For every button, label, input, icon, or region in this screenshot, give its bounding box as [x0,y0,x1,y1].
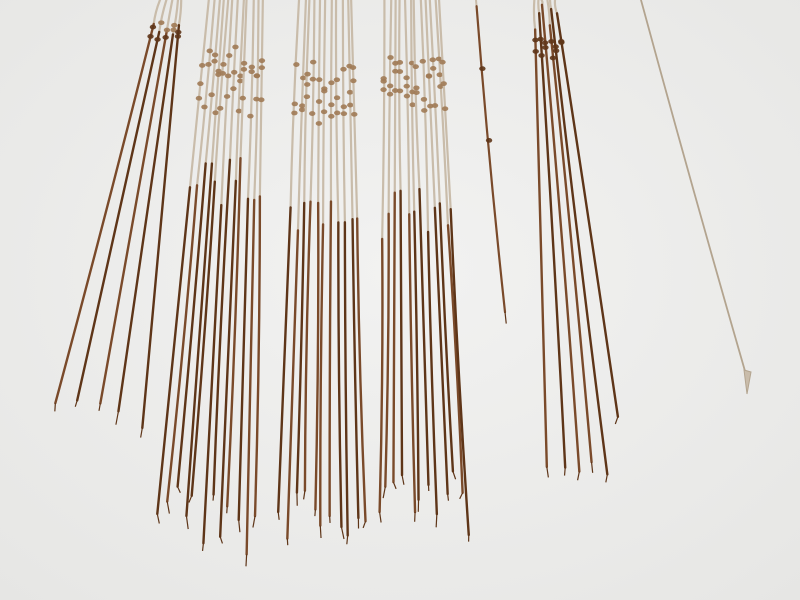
cord-knot [224,94,230,99]
cord-knot [240,96,246,101]
cord-knot [321,109,327,114]
cord-knot [304,82,310,87]
cord-undyed-section [331,0,332,202]
cord-knot [380,87,386,92]
cord-knot [205,62,211,67]
cord-knot [538,53,544,58]
cord-knot [158,20,164,25]
cord-knot [164,28,170,33]
cord-knot [150,25,156,30]
cord-knot [340,67,346,72]
cord-knot [334,77,340,82]
cord-knot [421,108,427,113]
cord-knot [334,95,340,100]
cord-frayed-tip [55,403,56,411]
cord-undyed-section [550,0,551,9]
cord-knot [304,94,310,99]
cord-knot [430,66,436,71]
cord-knot [550,56,556,61]
cord-knot [310,77,316,82]
cord-knot [403,75,409,80]
cord-knot [328,114,334,119]
cord-frayed-tip [565,468,566,476]
cord-knot [413,85,419,90]
cord-knot [486,138,492,143]
cord-knot [254,74,260,79]
cord-knot [397,60,403,65]
cord-knot [347,90,353,95]
cord-frayed-tip [213,495,214,501]
cord-knot [154,37,160,42]
cord-knot [442,106,448,111]
cord-knot [212,110,218,115]
cord-knot [196,96,202,101]
cord-knot [225,73,231,78]
cord-knot [220,71,226,76]
cord-knot [220,62,226,67]
cord-knot [351,112,357,117]
cord-knot [162,35,168,40]
cord-undyed-section [395,0,396,193]
cord-knot [558,40,564,45]
cord-knot [217,106,223,111]
cord-knot [533,49,539,54]
cord-knot [259,58,265,63]
cord-undyed-section [534,0,535,30]
cord-knot [437,72,443,77]
cord-knot [397,69,403,74]
cord-undyed-section [538,0,539,13]
cord-knot [226,53,232,58]
cord-frayed-tip [246,554,247,566]
cord-knot [208,92,214,97]
cord-knot [542,40,548,45]
cord-knot [241,67,247,72]
cord-knot [299,107,305,112]
cord-knot [397,89,403,94]
cord-knot [247,114,253,119]
cord-knot [231,70,237,75]
cord-knot [328,102,334,107]
cord-knot [387,55,393,60]
cord-knot [350,78,356,83]
cord-knot [258,97,264,102]
cord-knot [552,44,558,49]
cord-knot [413,64,419,69]
cord-knot [232,45,238,50]
cord-knot [328,80,334,85]
cord-knot [309,111,315,116]
cord-knot [404,84,410,89]
cord-knot [380,76,386,81]
cord-knot [430,57,436,62]
cord-frayed-tip [320,526,321,538]
cord-dyed-section [401,191,402,475]
cord-dyed-section [330,202,331,516]
cord-knot [347,103,353,108]
cord-knot [413,90,419,95]
cord-knot [439,60,445,65]
cord-undyed-section [399,0,400,191]
cord-knot [440,81,446,86]
cord-knot [316,77,322,82]
cord-knot [432,103,438,108]
cord-knot [197,81,203,86]
cord-knot [404,94,410,99]
cord-knot [341,111,347,116]
cord-frayed-tip [436,514,437,527]
cord-knot [310,60,316,65]
cord-knot [248,69,254,74]
cord-knot [304,72,310,77]
cord-knot [334,110,340,115]
cord-knot [420,59,426,64]
cord-knot [321,86,327,91]
cord-frayed-tip [448,494,449,501]
cord-knot [175,30,181,35]
cord-knot [212,53,218,58]
cord-knot [230,86,236,91]
cord-knot [316,121,322,126]
cord-frayed-tip [315,509,316,516]
cord-knot [211,59,217,64]
cord-knot [350,65,356,70]
cord-knot [207,49,213,54]
cord-knot [199,63,205,68]
cord-knot [292,102,298,107]
cord-knot [542,45,548,50]
cord-knot [259,65,265,70]
cord-knot [175,34,181,39]
cord-dyed-section [393,193,394,482]
cord-knot [537,37,543,42]
cord-knot [387,84,393,89]
cord-knot [387,92,393,97]
cord-knot [426,73,432,78]
cord-knot [201,105,207,110]
cord-knot [553,48,559,53]
cord-knot [316,99,322,104]
cord-knot [249,65,255,70]
cord-knot [241,61,247,66]
cord-knot [147,34,153,39]
cord-knot [479,66,485,71]
cord-knot [341,104,347,109]
cord-knot [293,62,299,67]
cord-knot [421,97,427,102]
cord-knot [171,23,177,28]
cord-knot [291,111,297,116]
